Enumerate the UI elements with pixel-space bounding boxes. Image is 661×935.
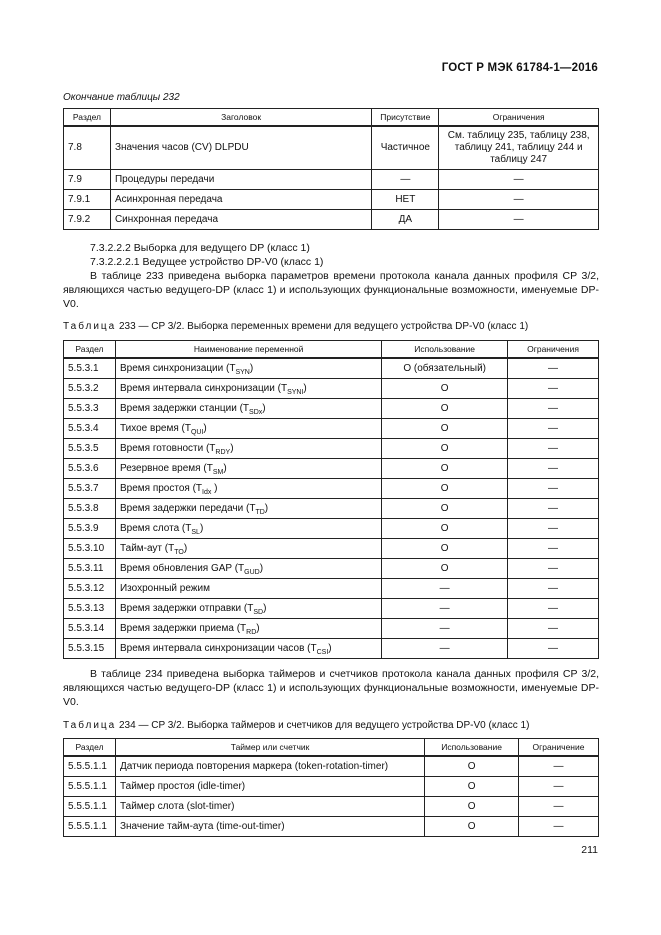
variable-subscript: QUI <box>190 428 204 436</box>
cell-title: Синхронная передача <box>110 209 371 229</box>
table-header-row <box>64 109 599 127</box>
variable-name-tail: ) <box>183 542 188 554</box>
cell-usage: — <box>382 598 508 618</box>
variable-name-tail: ) <box>203 422 207 434</box>
cell-section: 7.8 <box>64 126 111 169</box>
cell-variable-name <box>115 378 381 398</box>
cell-timer-name: Таймер простоя (idle-timer) <box>115 776 424 796</box>
cell-limits: — <box>508 638 599 658</box>
table-row <box>64 558 599 578</box>
cell-limits: — <box>508 558 599 578</box>
table-row <box>64 518 599 538</box>
variable-subscript: TO <box>174 548 184 556</box>
cell-limits: — <box>519 756 599 776</box>
table-row <box>64 756 599 776</box>
cell-limits: — <box>508 458 599 478</box>
variable-name-tail: ) <box>263 602 267 614</box>
table-row <box>64 538 599 558</box>
cell-usage: О <box>382 398 508 418</box>
cell-section: 5.5.3.6 <box>64 458 116 478</box>
cell-variable-name <box>115 638 381 658</box>
cell-limits: — <box>508 438 599 458</box>
variable-name-text: Время обновления GAP (T <box>119 562 245 574</box>
variable-subscript: SM <box>212 468 224 476</box>
table-header-row <box>64 739 599 757</box>
cell-section: 5.5.3.15 <box>64 638 116 658</box>
column-header: Использование <box>382 341 508 359</box>
section-heading-7-3-2-2-2: 7.3.2.2.2 Выборка для ведущего DP (класс 1) <box>90 242 310 254</box>
variable-name-text: Время интервала синхронизации часов (T <box>119 642 317 654</box>
cell-variable-name <box>115 518 381 538</box>
variable-name-text: Время задержки станции (T <box>119 402 250 414</box>
table-233-caption: Таблица 233 — CP 3/2. Выборка переменных времени для ведущего устройства DP-V0 (класс 1) <box>63 321 529 332</box>
variable-name-text: Изохронный режим <box>119 582 210 594</box>
variable-name-tail: ) <box>262 402 266 414</box>
table-row <box>64 816 599 836</box>
variable-subscript: SL <box>191 528 200 536</box>
cell-usage: О <box>425 796 519 816</box>
cell-section: 5.5.3.7 <box>64 478 116 498</box>
section-heading-7-3-2-2-2-1: 7.3.2.2.2.1 Ведущее устройство DP-V0 (класс 1) <box>90 256 324 268</box>
cell-variable-name <box>115 358 381 378</box>
variable-name-text: Тихое время (T <box>119 422 191 434</box>
table-row <box>64 458 599 478</box>
cell-variable-name <box>115 418 381 438</box>
cell-section: 7.9 <box>64 169 111 189</box>
cell-section: 5.5.5.1.1 <box>64 796 116 816</box>
cell-usage: О <box>425 776 519 796</box>
table-row <box>64 578 599 598</box>
cell-title: Значения часов (CV) DLPDU <box>110 126 371 169</box>
table-row <box>64 498 599 518</box>
cell-usage: О <box>382 498 508 518</box>
variable-name-tail: ) <box>230 442 234 454</box>
cell-limits: — <box>508 418 599 438</box>
cell-limits: — <box>508 518 599 538</box>
column-header: Ограничение <box>519 739 599 757</box>
variable-name-tail: ) <box>328 642 332 654</box>
table-row <box>64 618 599 638</box>
paragraph-table-234-intro: В таблице 234 приведена выборка таймеров и счетчиков протокола канала данных профиля CP 3/2, являющихся частью ведущего-DP (класс 1) и использующих функциональные возможности, именуемые DP-V0. <box>63 668 599 708</box>
table-row <box>64 796 599 816</box>
cell-section: 5.5.5.1.1 <box>64 776 116 796</box>
table-232 <box>63 108 599 230</box>
variable-subscript: TD <box>255 508 265 516</box>
cell-timer-name: Значение тайм-аута (time-out-timer) <box>115 816 424 836</box>
table-row <box>64 398 599 418</box>
cell-usage: О <box>382 438 508 458</box>
cell-section: 5.5.3.9 <box>64 518 116 538</box>
page-number: 211 <box>581 844 598 856</box>
cell-variable-name <box>115 438 381 458</box>
cell-variable-name <box>115 478 381 498</box>
cell-timer-name: Таймер слота (slot-timer) <box>115 796 424 816</box>
variable-subscript: SD <box>253 608 264 616</box>
cell-section: 7.9.1 <box>64 189 111 209</box>
cell-section: 7.9.2 <box>64 209 111 229</box>
table-row <box>64 189 599 209</box>
cell-section: 5.5.3.13 <box>64 598 116 618</box>
table-234-caption: Таблица 234 — CP 3/2. Выборка таймеров и счетчиков для ведущего устройства DP-V0 (класс 1) <box>63 720 530 731</box>
cell-limits: — <box>439 189 599 209</box>
cell-section: 5.5.3.2 <box>64 378 116 398</box>
cell-variable-name <box>115 558 381 578</box>
cell-usage: О <box>382 538 508 558</box>
variable-name-tail: ) <box>303 382 307 394</box>
column-header: Присутствие <box>372 109 439 127</box>
cell-variable-name <box>115 398 381 418</box>
cell-timer-name: Датчик периода повторения маркера (token-rotation-timer) <box>115 756 424 776</box>
cell-limits: — <box>508 598 599 618</box>
table-row <box>64 638 599 658</box>
variable-name-text: Время задержки отправки (T <box>119 602 254 614</box>
cell-limits: — <box>508 618 599 638</box>
column-header: Ограничения <box>439 109 599 127</box>
variable-subscript: RDY <box>215 448 231 456</box>
cell-limits: — <box>508 498 599 518</box>
table-row <box>64 438 599 458</box>
cell-variable-name <box>115 598 381 618</box>
table-row <box>64 598 599 618</box>
cell-variable-name <box>115 538 381 558</box>
table-234 <box>63 738 599 837</box>
cell-limits: См. таблицу 235, таблицу 238, таблицу 241, таблицу 244 и таблицу 247 <box>439 126 599 169</box>
column-header: Использование <box>425 739 519 757</box>
variable-name-tail: ) <box>249 362 254 374</box>
table-row <box>64 209 599 229</box>
cell-limits: — <box>508 378 599 398</box>
cell-usage: — <box>382 638 508 658</box>
column-header: Наименование переменной <box>115 341 381 359</box>
column-header: Раздел <box>64 341 116 359</box>
variable-name-text: Время синхронизации (T <box>119 362 236 374</box>
cell-limits: — <box>508 358 599 378</box>
variable-name-text: Время готовности (T <box>119 442 216 454</box>
table-row <box>64 418 599 438</box>
table-row <box>64 169 599 189</box>
cell-section: 5.5.3.5 <box>64 438 116 458</box>
cell-title: Процедуры передачи <box>110 169 371 189</box>
variable-name-text: Резервное время (T <box>119 462 213 474</box>
cell-usage: О <box>382 458 508 478</box>
column-header: Заголовок <box>110 109 371 127</box>
variable-name-text: Время слота (T <box>119 522 192 534</box>
cell-section: 5.5.5.1.1 <box>64 816 116 836</box>
variable-name-tail: ) <box>223 462 227 474</box>
cell-usage: О <box>382 518 508 538</box>
cell-variable-name <box>115 498 381 518</box>
cell-section: 5.5.5.1.1 <box>64 756 116 776</box>
variable-subscript: SYNI <box>287 388 304 396</box>
cell-section: 5.5.3.10 <box>64 538 116 558</box>
variable-subscript: Idx <box>202 488 212 496</box>
cell-presence: — <box>372 169 439 189</box>
variable-name-tail: ) <box>211 482 218 494</box>
cell-section: 5.5.3.1 <box>64 358 116 378</box>
cell-variable-name <box>115 458 381 478</box>
cell-section: 5.5.3.14 <box>64 618 116 638</box>
variable-subscript: RD <box>246 628 257 636</box>
table-row <box>64 378 599 398</box>
document-header: ГОСТ Р МЭК 61784-1—2016 <box>441 62 598 74</box>
cell-limits: — <box>439 169 599 189</box>
cell-presence: НЕТ <box>372 189 439 209</box>
column-header: Таймер или счетчик <box>115 739 424 757</box>
cell-usage: О <box>382 558 508 578</box>
cell-presence: Частичное <box>372 126 439 169</box>
cell-limits: — <box>508 478 599 498</box>
variable-name-text: Время задержки передачи (T <box>119 502 256 514</box>
cell-section: 5.5.3.4 <box>64 418 116 438</box>
variable-name-tail: ) <box>264 502 269 514</box>
variable-name-tail: ) <box>199 522 204 534</box>
cell-limits: — <box>508 538 599 558</box>
cell-limits: — <box>519 796 599 816</box>
paragraph-table-233-intro: В таблице 233 приведена выборка параметров времени протокола канала данных профиля CP 3/2, являющихся частью ведущего-DP (класс 1) и использующих функциональные возможности, именуемые DP-V0. <box>63 270 599 310</box>
cell-variable-name <box>115 618 381 638</box>
cell-section: 5.5.3.3 <box>64 398 116 418</box>
cell-usage: О <box>382 418 508 438</box>
cell-usage: О <box>425 816 519 836</box>
variable-name-text: Тайм-аут (T <box>119 542 175 554</box>
column-header: Раздел <box>64 109 111 127</box>
cell-usage: О <box>382 378 508 398</box>
cell-limits: — <box>439 209 599 229</box>
variable-name-text: Время задержки приема (T <box>119 622 247 634</box>
table-row <box>64 126 599 169</box>
variable-subscript: GUD <box>244 568 260 576</box>
cell-usage: О <box>425 756 519 776</box>
cell-section: 5.5.3.11 <box>64 558 116 578</box>
variable-name-text: Время интервала синхронизации (T <box>119 382 288 394</box>
table-row <box>64 776 599 796</box>
table-header-row <box>64 341 599 359</box>
column-header: Ограничения <box>508 341 599 359</box>
cell-usage: — <box>382 578 508 598</box>
cell-limits: — <box>508 398 599 418</box>
cell-section: 5.5.3.8 <box>64 498 116 518</box>
table-233 <box>63 340 599 659</box>
cell-limits: — <box>519 776 599 796</box>
cell-usage: — <box>382 618 508 638</box>
variable-name-text: Время простоя (T <box>119 482 203 494</box>
cell-variable-name <box>115 578 381 598</box>
variable-subscript: SYN <box>235 368 250 376</box>
cell-usage: О <box>382 478 508 498</box>
variable-subscript: CSI <box>316 648 329 656</box>
cell-section: 5.5.3.12 <box>64 578 116 598</box>
variable-name-tail: ) <box>259 562 264 574</box>
table-232-caption: Окончание таблицы 232 <box>63 92 180 103</box>
table-row <box>64 478 599 498</box>
cell-limits: — <box>519 816 599 836</box>
variable-name-tail: ) <box>256 622 260 634</box>
cell-presence: ДА <box>372 209 439 229</box>
cell-title: Асинхронная передача <box>110 189 371 209</box>
cell-usage: О (обязательный) <box>382 358 508 378</box>
table-row <box>64 358 599 378</box>
variable-subscript: SDx <box>249 408 263 416</box>
column-header: Раздел <box>64 739 116 757</box>
cell-limits: — <box>508 578 599 598</box>
